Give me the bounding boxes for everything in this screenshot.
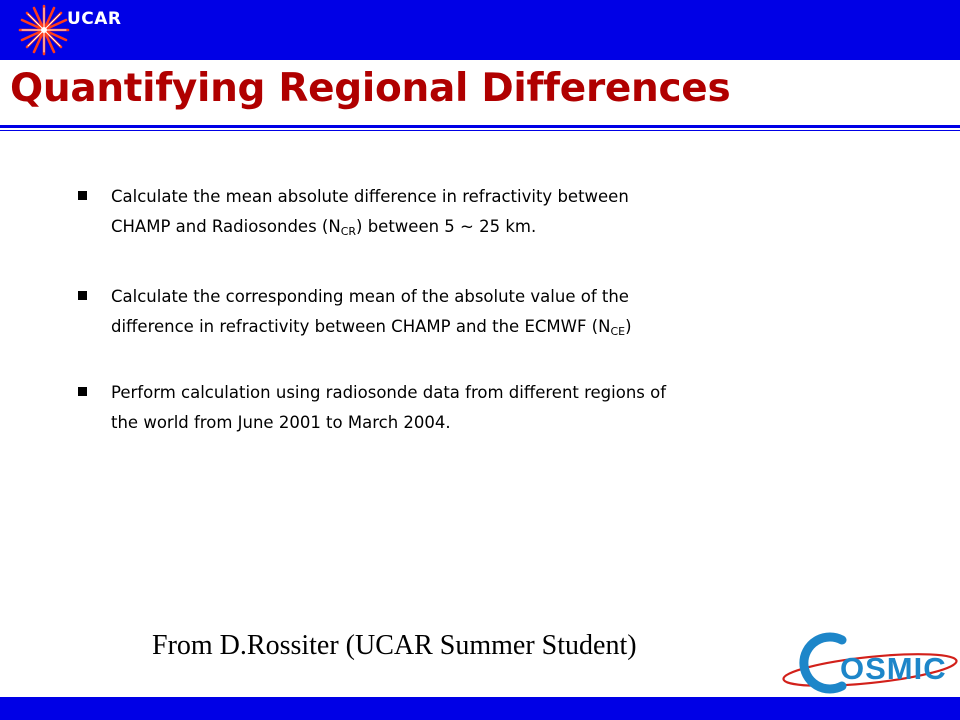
bullet-2-subscript: CE (610, 325, 626, 338)
bullet-2-line-2-text: difference in refractivity between CHAMP and the ECMWF (N (111, 317, 611, 336)
bullet-text-3 (111, 378, 791, 438)
cosmic-logo-icon (780, 630, 960, 696)
bullet-square-icon (78, 191, 87, 200)
ucar-star-icon (16, 2, 72, 58)
bullet-3-line-2: the world from June 2001 to March 2004. (111, 413, 451, 432)
bullet-text-2 (111, 282, 791, 342)
bullet-text-1 (111, 182, 791, 242)
bullet-1-line-2 (111, 212, 791, 242)
bullet-square-icon (78, 291, 87, 300)
bullet-1-line-2-end: ) between 5 ~ 25 km. (356, 217, 537, 236)
title-divider (0, 125, 960, 128)
footer-bar (0, 697, 960, 720)
cosmic-logo-text: OSMIC (840, 651, 947, 686)
bullet-square-icon (78, 387, 87, 396)
cosmic-logo (780, 630, 960, 696)
bullet-1-line-1: Calculate the mean absolute difference in refractivity between (111, 187, 629, 206)
page-title: Quantifying Regional Differences (10, 66, 731, 111)
ucar-logo (16, 2, 136, 58)
bullet-2-line-1: Calculate the corresponding mean of the absolute value of the (111, 287, 629, 306)
header-bar (0, 0, 960, 60)
ucar-logo-text: UCAR (67, 9, 122, 29)
bullet-3-line-1: Perform calculation using radiosonde data from different regions of (111, 383, 667, 402)
bullet-2-line-2-end: ) (625, 317, 632, 336)
bullet-2-line-2 (111, 312, 791, 342)
credit-line: From D.Rossiter (UCAR Summer Student) (152, 630, 637, 661)
bullet-1-subscript: CR (340, 225, 357, 238)
bullet-1-line-2-text: CHAMP and Radiosondes (N (111, 217, 341, 236)
title-divider-thin (0, 130, 960, 131)
